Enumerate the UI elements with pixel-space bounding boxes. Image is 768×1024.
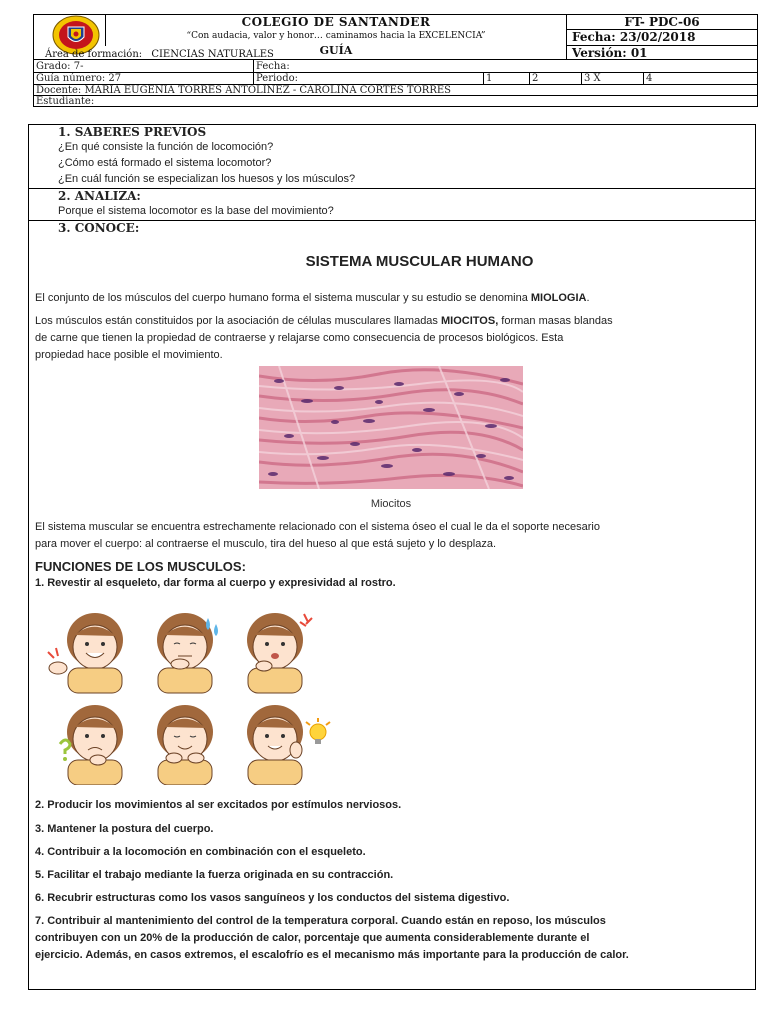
functions-title: FUNCIONES DE LOS MUSCULOS:	[35, 559, 246, 574]
guia-label: Guía número:	[36, 73, 106, 84]
periodo-option-3: 3 X	[584, 73, 601, 84]
area-label	[45, 49, 274, 60]
function-6: 6. Recubrir estructuras como los vasos sanguíneos y los conductos del sistema digestivo.	[35, 892, 510, 904]
paragraph-oseo-line-2: para mover el cuerpo: al contraerse el musculo, tira del hueso al que está sujeto y lo desplaza.	[35, 538, 497, 550]
grado-label: Grado:	[36, 61, 71, 72]
document-code: FT- PDC-06	[624, 15, 700, 29]
function-7	[35, 913, 755, 964]
fecha-cell: Fecha:	[256, 61, 290, 72]
facial-expressions-illustration	[40, 600, 340, 785]
guia-value: 27	[108, 73, 122, 84]
paragraph-oseo	[35, 519, 755, 553]
analiza-text: Porque el sistema locomotor es la base del movimiento?	[58, 205, 334, 217]
docente-cell	[33, 85, 758, 96]
paragraph-miocitos-line-2: de carne que tienen la propiedad de contraerse y relajarse como consecuencia de procesos biológicos. Esta	[35, 332, 564, 344]
periodo-option-4: 4	[646, 73, 653, 84]
saberes-question-3: ¿En cuál función se especializan los huesos y los músculos?	[58, 173, 356, 185]
function-7-line-3: ejercicio. Además, en casos extremos, el escalofrío es el mecanismo más importante para la producción de calor.	[35, 949, 629, 961]
paragraph-miocitos	[35, 313, 755, 364]
guia-cell	[33, 73, 253, 84]
document-type: GUÍA	[319, 44, 353, 57]
miocitos-micrograph	[259, 366, 523, 489]
function-3: 3. Mantener la postura del cuerpo.	[35, 823, 214, 835]
grado-value: 7-	[73, 61, 84, 72]
analiza-title: 2. ANALIZA:	[58, 189, 141, 203]
grado-cell	[33, 61, 253, 72]
paragraph-miologia	[35, 290, 755, 307]
function-4: 4. Contribuir a la locomoción en combinación con el esqueleto.	[35, 846, 366, 858]
document-version: Versión: 01	[572, 46, 648, 60]
paragraph-miologia-text: El conjunto de los músculos del cuerpo humano forma el sistema muscular y su estudio se denomina	[35, 292, 531, 304]
micrograph-caption: Miocitos	[370, 498, 412, 510]
function-7-line-2: contribuyen con un 20% de la producción de calor, porcentaje que aumenta considerablemente durante el	[35, 932, 590, 944]
conoce-title: 3. CONOCE:	[58, 221, 140, 235]
document-date: Fecha: 23/02/2018	[572, 30, 696, 44]
function-7-line-1: 7. Contribuir al mantenimiento del control de la temperatura corporal. Cuando están en reposo, los músculos	[35, 915, 606, 927]
saberes-previos-title: 1. SABERES PREVIOS	[58, 125, 207, 139]
school-name: COLEGIO DE SANTANDER	[241, 15, 431, 29]
saberes-question-1: ¿En qué consiste la función de locomoción?	[58, 141, 274, 153]
periodo-option-2: 2	[532, 73, 539, 84]
paragraph-miologia-end: .	[586, 292, 590, 304]
function-1: 1. Revestir al esqueleto, dar forma al cuerpo y expresividad al rostro.	[35, 577, 396, 589]
paragraph-oseo-line-1: El sistema muscular se encuentra estrechamente relacionado con el sistema óseo el cual le da el soporte necesario	[35, 521, 600, 533]
paragraph-miocitos-line-1	[35, 313, 755, 330]
area-value: CIENCIAS NATURALES	[151, 49, 274, 60]
miocitos-text-a: Los músculos están constituidos por la asociación de células musculares llamadas	[35, 315, 441, 327]
area-label-text: Área de formación:	[45, 49, 143, 60]
docente-label: Docente:	[36, 85, 82, 96]
miocitos-term: MIOCITOS,	[441, 315, 499, 327]
miocitos-text-b: forman masas blandas	[498, 315, 613, 327]
estudiante-cell: Estudiante:	[36, 96, 95, 107]
function-5: 5. Facilitar el trabajo mediante la fuerza originada en su contracción.	[35, 869, 394, 881]
school-motto: “Con audacia, valor y honor… caminamos hacia la EXCELENCIA”	[186, 31, 486, 41]
periodo-option-1: 1	[486, 73, 493, 84]
content-title: SISTEMA MUSCULAR HUMANO	[305, 253, 534, 270]
function-2: 2. Producir los movimientos al ser excitados por estímulos nerviosos.	[35, 799, 402, 811]
docente-value: MARÍA EUGENIA TORRES ANTOLINEZ - CAROLINA CORTES TORRES	[84, 85, 451, 96]
paragraph-miocitos-line-3: propiedad hace posible el movimiento.	[35, 349, 223, 361]
saberes-question-2: ¿Cómo está formado el sistema locomotor?	[58, 157, 272, 169]
miologia-term: MIOLOGIA	[530, 292, 587, 304]
periodo-cell: Periodo:	[256, 73, 298, 84]
